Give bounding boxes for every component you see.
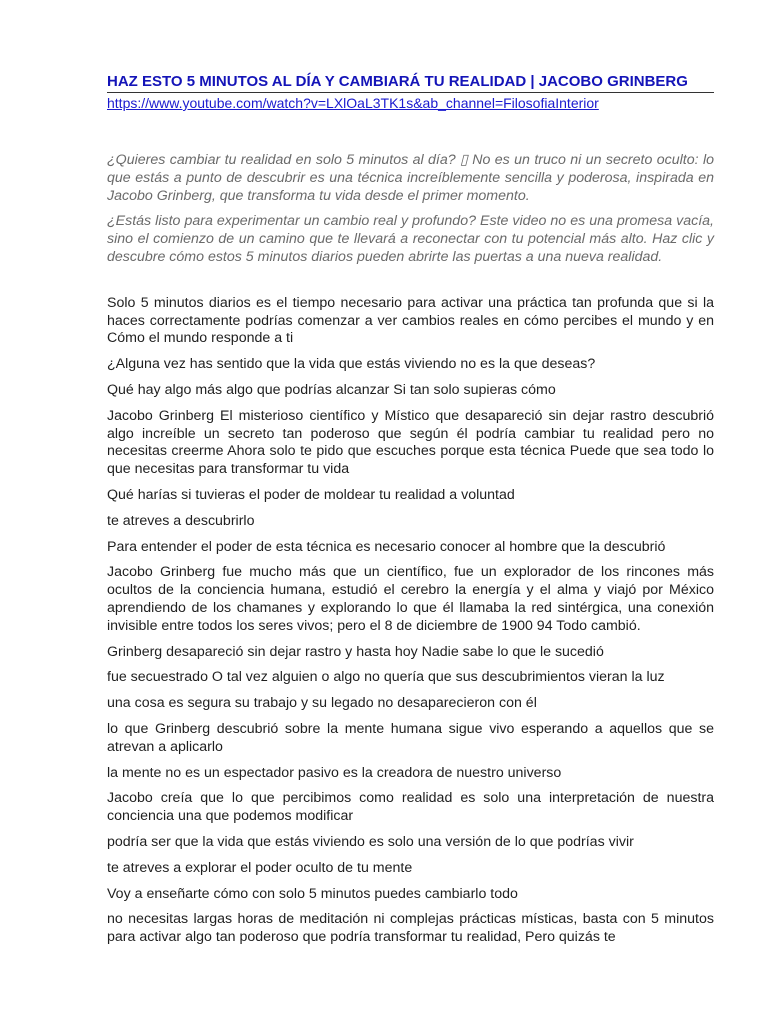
body-paragraph: Grinberg desapareció sin dejar rastro y hasta hoy Nadie sabe lo que le sucedió	[107, 643, 604, 660]
body-paragraph: Para entender el poder de esta técnica es necesario conocer al hombre que la descubrió	[107, 538, 666, 555]
body-section	[107, 295, 714, 947]
body-paragraph: podría ser que la vida que estás viviendo es solo una versión de lo que podrías vivir	[107, 833, 634, 850]
body-paragraph: Jacobo creía que lo que percibimos como realidad es solo una interpretación de nuestra conciencia una que podemos modificar	[107, 790, 714, 825]
intro-paragraph: ¿Estás listo para experimentar un cambio real y profundo? Este video no es una promesa vacía, sino el comienzo de un camino que te llevará a reconectar con tu potencial más alto. Haz clic y descubre cómo estos 5 minutos diarios pueden abrirte las puertas a una nueva realidad.	[107, 213, 714, 265]
body-paragraph: una cosa es segura su trabajo y su legado no desaparecieron con él	[107, 695, 537, 712]
intro-paragraph: ¿Quieres cambiar tu realidad en solo 5 minutos al día? ▯ No es un truco ni un secreto oculto: lo que estás a punto de descubrir es una técnica increíblemente sencilla y poderosa, inspirada en Jacobo Grinberg, que transforma tu vida desde el primer momento.	[107, 152, 714, 204]
document-title: HAZ ESTO 5 MINUTOS AL DÍA Y CAMBIARÁ TU REALIDAD | JACOBO GRINBERG	[107, 72, 714, 93]
body-paragraph: no necesitas largas horas de meditación ni complejas prácticas místicas, basta con 5 minutos para activar algo tan poderoso que podría transformar tu realidad, Pero quizás te	[107, 911, 714, 946]
body-paragraph: te atreves a descubrirlo	[107, 512, 255, 529]
body-paragraph: ¿Alguna vez has sentido que la vida que estás viviendo no es la que deseas?	[107, 356, 596, 373]
body-paragraph: Jacobo Grinberg fue mucho más que un científico, fue un explorador de los rincones más ocultos de la conciencia humana, estudió el cerebro la energía y el alma y viajó por México aprendiendo de los chamanes y explorando lo que él llamaba la red sintérgica, una conexión invisible entre todos los seres vivos; pero el 8 de diciembre de 1900 94 Todo cambió.	[107, 564, 714, 634]
body-paragraph: Voy a enseñarte cómo con solo 5 minutos puedes cambiarlo todo	[107, 885, 518, 902]
body-paragraph: lo que Grinberg descubrió sobre la mente humana sigue vivo esperando a aquellos que se atrevan a aplicarlo	[107, 720, 714, 755]
body-paragraph: Qué hay algo más algo que podrías alcanzar Si tan solo supieras cómo	[107, 381, 556, 398]
body-paragraph: fue secuestrado O tal vez alguien o algo no quería que sus descubrimientos vieran la luz	[107, 669, 665, 686]
body-paragraph: te atreves a explorar el poder oculto de tu mente	[107, 859, 413, 876]
body-paragraph: Qué harías si tuvieras el poder de moldear tu realidad a voluntad	[107, 486, 515, 503]
body-paragraph: Jacobo Grinberg El misterioso científico y Místico que desapareció sin dejar rastro descubrió algo increíble un secreto tan poderoso que según él podría cambiar tu realidad pero no necesitas creerme Ahora solo te pido que escuches porque esta técnica Puede que sea todo lo que necesitas para transformar tu vida	[107, 407, 714, 478]
body-paragraph: Solo 5 minutos diarios es el tiempo necesario para activar una práctica tan profunda que si la haces correctamente podrías comenzar a ver cambios reales en cómo percibes el mundo y en Cómo el mundo responde a ti	[107, 294, 714, 347]
body-paragraph: la mente no es un espectador pasivo es la creadora de nuestro universo	[107, 764, 562, 781]
video-link[interactable]: https://www.youtube.com/watch?v=LXlOaL3TK1s&ab_channel=FilosofiaInterior	[107, 95, 599, 111]
intro-section	[107, 152, 714, 267]
